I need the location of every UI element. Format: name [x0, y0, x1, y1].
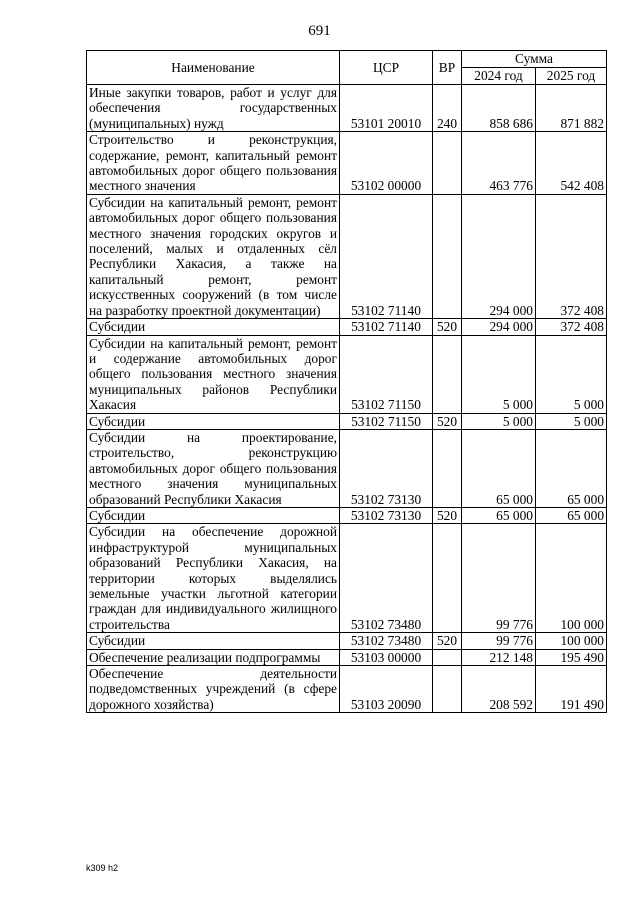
row-sum-2024: 208 592 — [462, 666, 536, 713]
table-row — [87, 507, 607, 523]
row-csr: 53102 73480 — [340, 524, 433, 633]
row-sum-2024: 858 686 — [462, 85, 536, 132]
row-csr: 53102 00000 — [340, 132, 433, 195]
row-sum-2025: 65 000 — [536, 429, 607, 507]
budget-table — [86, 50, 607, 713]
row-name: Строительство и реконструкция, содержание, ремонт, капитальный ремонт автомобильных дорог общего пользования местного значения — [87, 132, 340, 195]
row-csr: 53103 20090 — [340, 666, 433, 713]
row-sum-2025: 5 000 — [536, 413, 607, 429]
table-row — [87, 429, 607, 507]
row-sum-2025: 191 490 — [536, 666, 607, 713]
table-row — [87, 413, 607, 429]
header-csr: ЦСР — [340, 51, 433, 85]
row-sum-2025: 100 000 — [536, 633, 607, 649]
row-sum-2025: 100 000 — [536, 524, 607, 633]
row-vr: 520 — [433, 507, 462, 523]
row-name: Иные закупки товаров, работ и услуг для обеспечения государственных (муниципальных) нужд — [87, 85, 340, 132]
row-sum-2024: 5 000 — [462, 335, 536, 413]
row-vr: 240 — [433, 85, 462, 132]
row-csr: 53102 73130 — [340, 507, 433, 523]
table-row — [87, 132, 607, 195]
row-sum-2024: 99 776 — [462, 524, 536, 633]
row-sum-2024: 463 776 — [462, 132, 536, 195]
header-year-2025: 2025 год — [536, 68, 607, 85]
row-csr: 53102 73480 — [340, 633, 433, 649]
table-row — [87, 649, 607, 665]
row-name: Субсидии на проектирование, строительство, реконструкцию автомобильных дорог общего пользования местного значения муниципальных образований Республики Хакасия — [87, 429, 340, 507]
header-year-2024: 2024 год — [462, 68, 536, 85]
row-name: Субсидии на капитальный ремонт, ремонт и содержание автомобильных дорог общего пользования местного значения муниципальных районов Республики Хакасия — [87, 335, 340, 413]
row-name: Субсидии — [87, 319, 340, 335]
row-csr: 53102 71150 — [340, 335, 433, 413]
row-vr: 520 — [433, 633, 462, 649]
page-number: 691 — [308, 23, 331, 39]
row-sum-2024: 65 000 — [462, 429, 536, 507]
table-row — [87, 633, 607, 649]
table-row — [87, 524, 607, 633]
row-csr: 53102 71140 — [340, 319, 433, 335]
row-csr: 53102 71140 — [340, 194, 433, 318]
table-row — [87, 335, 607, 413]
row-name: Субсидии — [87, 633, 340, 649]
row-name: Обеспечение реализации подпрограммы — [87, 649, 340, 665]
footer-code: k309 h2 — [86, 863, 119, 873]
table-row — [87, 319, 607, 335]
table-row — [87, 666, 607, 713]
row-sum-2024: 294 000 — [462, 194, 536, 318]
row-vr — [433, 666, 462, 713]
row-name: Субсидии на обеспечение дорожной инфраструктурой муниципальных образований Республики Хакасия, на территории которых выделялись земельные участки льготной категории граждан для индивидуального жилищного строительства — [87, 524, 340, 633]
row-vr — [433, 335, 462, 413]
row-sum-2025: 372 408 — [536, 319, 607, 335]
row-csr: 53103 00000 — [340, 649, 433, 665]
row-name: Субсидии — [87, 413, 340, 429]
row-vr — [433, 524, 462, 633]
row-sum-2024: 5 000 — [462, 413, 536, 429]
row-sum-2025: 871 882 — [536, 85, 607, 132]
row-vr: 520 — [433, 413, 462, 429]
row-csr: 53101 20010 — [340, 85, 433, 132]
row-vr — [433, 194, 462, 318]
table-row — [87, 194, 607, 318]
row-sum-2024: 294 000 — [462, 319, 536, 335]
row-csr: 53102 71150 — [340, 413, 433, 429]
row-sum-2025: 65 000 — [536, 507, 607, 523]
row-name: Субсидии на капитальный ремонт, ремонт автомобильных дорог общего пользования местного значения городских округов и поселений, малых и отдаленных сёл Республики Хакасия, а также на капитальный ремонт, ремонт искусственных сооружений (в том числе на разработку проектной документации) — [87, 194, 340, 318]
header-name: Наименование — [87, 51, 340, 85]
row-csr: 53102 73130 — [340, 429, 433, 507]
row-sum-2025: 195 490 — [536, 649, 607, 665]
row-vr — [433, 649, 462, 665]
row-vr: 520 — [433, 319, 462, 335]
row-sum-2024: 65 000 — [462, 507, 536, 523]
row-sum-2025: 542 408 — [536, 132, 607, 195]
row-sum-2024: 99 776 — [462, 633, 536, 649]
row-name: Обеспечение деятельности подведомственных учреждений (в сфере дорожного хозяйства) — [87, 666, 340, 713]
row-vr — [433, 132, 462, 195]
row-name: Субсидии — [87, 507, 340, 523]
row-vr — [433, 429, 462, 507]
header-sum: Сумма — [462, 51, 607, 68]
row-sum-2024: 212 148 — [462, 649, 536, 665]
row-sum-2025: 5 000 — [536, 335, 607, 413]
row-sum-2025: 372 408 — [536, 194, 607, 318]
table-row — [87, 85, 607, 132]
header-vr: ВР — [433, 51, 462, 85]
